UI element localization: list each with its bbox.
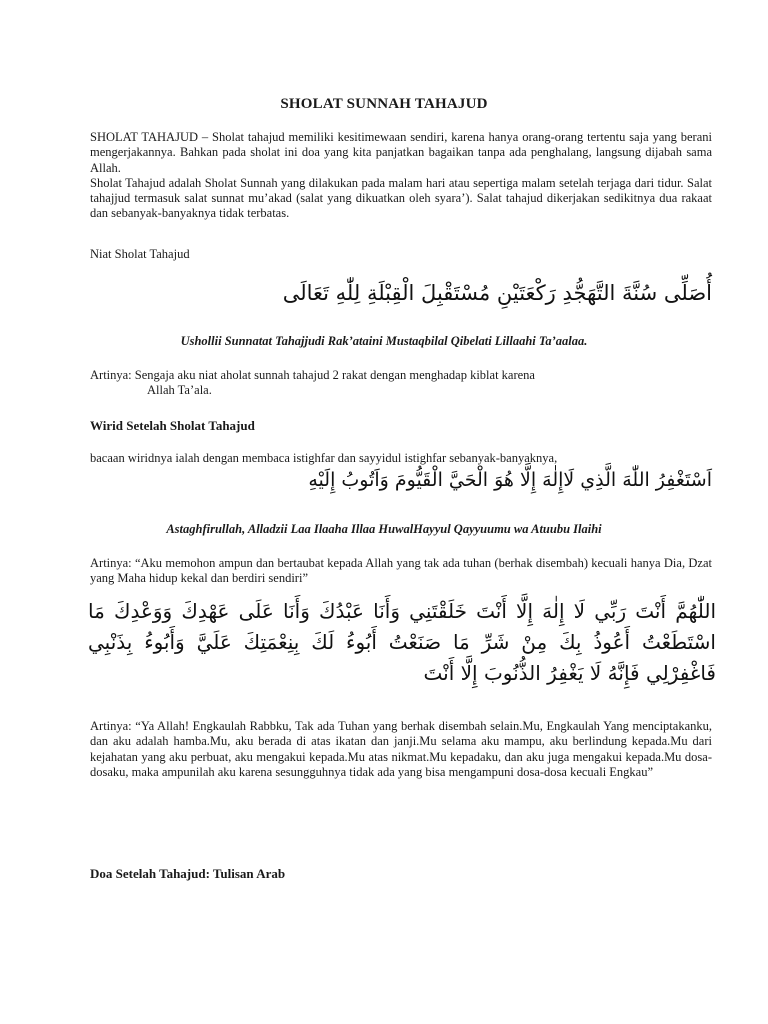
page-title: SHOLAT SUNNAH TAHAJUD xyxy=(280,96,488,112)
wirid-arabic: اَسْتَغْفِرُ اللّٰهَ الَّذِي لَاإِلٰهَ إِلَّا هُوَ الْحَيَّ الْقَيُّومَ وَاَتُوبُ إِلَيْهِ xyxy=(308,469,712,491)
sayyidul-meaning: Artinya: “Ya Allah! Engkaulah Rabbku, Tak ada Tuhan yang berhak disembah selain.Mu, Engkaulah Yang menciptakanku, dan aku adalah hamba.Mu, aku berada di atas ikatan dan janji.Mu selama aku mampu, aku berlindung kepada.Mu dari kejahatan yang aku perbuat, aku mengakui kepada.Mu atas nikmat.Mu kepadaku, dan aku juga mengakui kepada.Mu dosa-dosaku, maka ampunilah aku karena sesungguhnya tidak ada yang bisa mengampuni dosa-dosa kecuali Engkau” xyxy=(90,719,712,779)
niat-arabic: أُصَلِّى سُنَّةَ التَّهَجُّدِ رَكْعَتَيْنِ مُسْتَقْبِلَ الْقِبْلَةِ لِلّٰهِ تَعَالَى xyxy=(282,281,712,305)
niat-meaning xyxy=(90,368,712,399)
niat-meaning-line2: Allah Ta’ala. xyxy=(147,383,212,398)
doa-heading: Doa Setelah Tahajud: Tulisan Arab xyxy=(90,866,286,881)
wirid-intro: bacaan wiridnya ialah dengan membaca istighfar dan sayyidul istighfar sebanyak-banyaknya, xyxy=(90,451,558,465)
intro-text-2: Sholat Tahajud adalah Sholat Sunnah yang dilakukan pada malam hari atau sepertiga malam setelah terjaga dari tidur. Salat tahajjud termasuk salat sunnat mu’akad (salat yang dikuatkan oleh syara’). Salat tahajud dikerjakan sedikitnya dua rakaat dan sebanyak-banyaknya tidak terbatas. xyxy=(90,175,712,221)
niat-label: Niat Sholat Tahajud xyxy=(90,247,190,261)
wirid-meaning: Artinya: “Aku memohon ampun dan bertaubat kepada Allah yang tak ada tuhan (berhak disembah) kecuali hanya Dia, Dzat yang Maha hidup kekal dan berdiri sendiri” xyxy=(90,556,712,586)
intro-paragraph xyxy=(90,130,712,222)
wirid-transliteration: Astaghfirullah, Alladzii Laa Ilaaha Illaa HuwalHayyul Qayyuumu wa Atuubu Ilaihi xyxy=(166,522,602,536)
intro-text-1: SHOLAT TAHAJUD – Sholat tahajud memiliki kesitimewaan sendiri, karena hanya orang-orang tertentu saja yang berani mengerjakannya. Bahkan pada sholat ini doa yang kita panjatkan bagaikan tanpa ada penghalang, langsung dijabah sama Allah. xyxy=(90,130,712,175)
niat-meaning-line1: Artinya: Sengaja aku niat aholat sunnah tahajud 2 rakat dengan menghadap kiblat karena xyxy=(90,368,535,382)
sayyidul-arabic: اللّٰهُمَّ أَنْتَ رَبِّي لَا إِلٰهَ إِلَّا أَنْتَ خَلَقْتَنِي وَأَنَا عَبْدُكَ وَأَنَا عَلَى عَهْدِكَ وَوَعْدِكَ مَا اسْتَطَعْتُ أَعُوذُ بِكَ مِنْ شَرِّ مَا صَنَعْتُ أَبُوءُ لَكَ بِنِعْمَتِكَ عَلَيَّ وَأَبُوءُ بِذَنْبِي فَاغْفِرْلِي فَإِنَّهُ لَا يَغْفِرُ الذُّنُوبَ إِلَّا أَنْتَ xyxy=(88,599,716,685)
niat-transliteration: Ushollii Sunnatat Tahajjudi Rak’ataini Mustaqbilal Qibelati Lillaahi Ta’aalaa. xyxy=(180,334,588,348)
wirid-heading: Wirid Setelah Sholat Tahajud xyxy=(90,418,255,433)
